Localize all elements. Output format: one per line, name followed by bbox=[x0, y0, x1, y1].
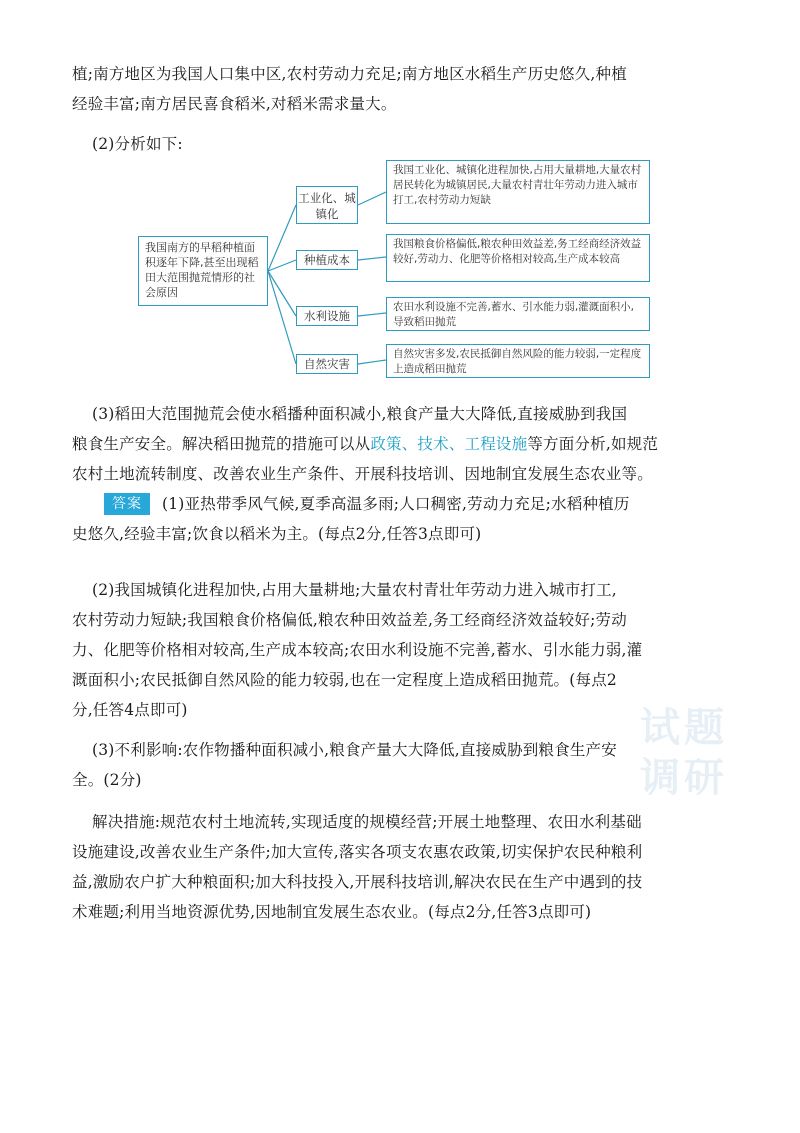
text-span: 等方面分析,如规范 bbox=[527, 435, 659, 453]
watermark-text: 调研 bbox=[640, 755, 728, 801]
answer-line: 解决措施:规范农村土地流转,实现适度的规模经营;开展土地整理、农田水利基础 bbox=[92, 813, 642, 831]
answer-line: (2)我国城镇化进程加快,占用大量耕地;大量农村青壮年劳动力进入城市打工, bbox=[92, 581, 617, 599]
diagram-root-box: 我国南方的早稻种植面积逐年下降,甚至出现稻田大范围抛荒情形的社会原因 bbox=[138, 236, 268, 306]
factor-box-disaster: 自然灾害 bbox=[296, 354, 358, 374]
factor-desc-cost: 我国粮食价格偏低,粮农种田效益差,务工经商经济效益较好,劳动力、化肥等价格相对较高,生产成本较高 bbox=[386, 234, 650, 282]
answer-line: 史悠久,经验丰富;饮食以稻米为主。(每点2分,任答3点即可) bbox=[72, 525, 482, 543]
factor-box-cost: 种植成本 bbox=[296, 250, 358, 270]
connector bbox=[358, 192, 386, 205]
text-line: 植;南方地区为我国人口集中区,农村劳动力充足;南方地区水稻生产历史悠久,种植 bbox=[72, 65, 627, 83]
answer-line: 农村劳动力短缺;我国粮食价格偏低,粮农种田效益差,务工经商经济效益较好;劳动 bbox=[72, 611, 627, 629]
answer-line: 分,任答4点即可) bbox=[72, 701, 188, 719]
factor-box-urbanization: 工业化、城镇化 bbox=[296, 186, 358, 224]
connector bbox=[268, 271, 296, 364]
text-line: 经验丰富;南方居民喜食稻米,对稻米需求量大。 bbox=[72, 95, 397, 113]
answer-line: 全。(2分) bbox=[72, 771, 142, 789]
answer-line: 术难题;利用当地资源优势,因地制宜发展生态农业。(每点2分,任答3点即可) bbox=[72, 903, 592, 921]
factor-desc-disaster: 自然灾害多发,农民抵御自然风险的能力较弱,一定程度上造成稻田抛荒 bbox=[386, 344, 650, 378]
text-line: 农村土地流转制度、改善农业生产条件、开展科技培训、因地制宜发展生态农业等。 bbox=[72, 465, 653, 483]
factor-box-irrigation: 水利设施 bbox=[296, 306, 358, 326]
answer-line: 溉面积小;农民抵御自然风险的能力较弱,也在一定程度上造成稻田抛荒。(每点2 bbox=[72, 671, 617, 689]
text-line bbox=[72, 434, 658, 454]
text-span: 粮食生产安全。解决稻田抛荒的措施可以从 bbox=[72, 435, 371, 453]
answer-line: (3)不利影响:农作物播种面积减小,粮食产量大大降低,直接威胁到粮食生产安 bbox=[92, 741, 617, 759]
section-intro: (2)分析如下: bbox=[92, 135, 183, 153]
answer-line: 力、化肥等价格相对较高,生产成本较高;农田水利设施不完善,蓄水、引水能力弱,灌 bbox=[72, 641, 643, 659]
answer-line: 益,激励农户扩大种粮面积;加大科技投入,开展科技培训,解决农民在生产中遇到的技 bbox=[72, 873, 643, 891]
text-line: (3)稻田大范围抛荒会使水稻播种面积减小,粮食产量大大降低,直接威胁到我国 bbox=[92, 405, 628, 423]
connector bbox=[358, 257, 386, 260]
answer-line: (1)亚热带季风气候,夏季高温多雨;人口稠密,劳动力充足;水稻种植历 bbox=[162, 495, 630, 513]
answer-badge: 答案 bbox=[104, 493, 150, 515]
factor-desc-irrigation: 农田水利设施不完善,蓄水、引水能力弱,灌溉面积小,导致稻田抛荒 bbox=[386, 297, 650, 331]
connector bbox=[358, 313, 386, 316]
connector bbox=[358, 360, 386, 364]
highlight-text: 政策、技术、工程设施 bbox=[370, 435, 528, 453]
factor-desc-urbanization: 我国工业化、城镇化进程加快,占用大量耕地,大量农村居民转化为城镇居民,大量农村青壮年劳动力进入城市打工,农村劳动力短缺 bbox=[386, 160, 650, 224]
answer-line: 设施建设,改善农业生产条件;加大宣传,落实各项支农惠农政策,切实保护农民种粮利 bbox=[72, 843, 643, 861]
connector bbox=[268, 271, 296, 316]
watermark-text: 试题 bbox=[640, 705, 728, 751]
